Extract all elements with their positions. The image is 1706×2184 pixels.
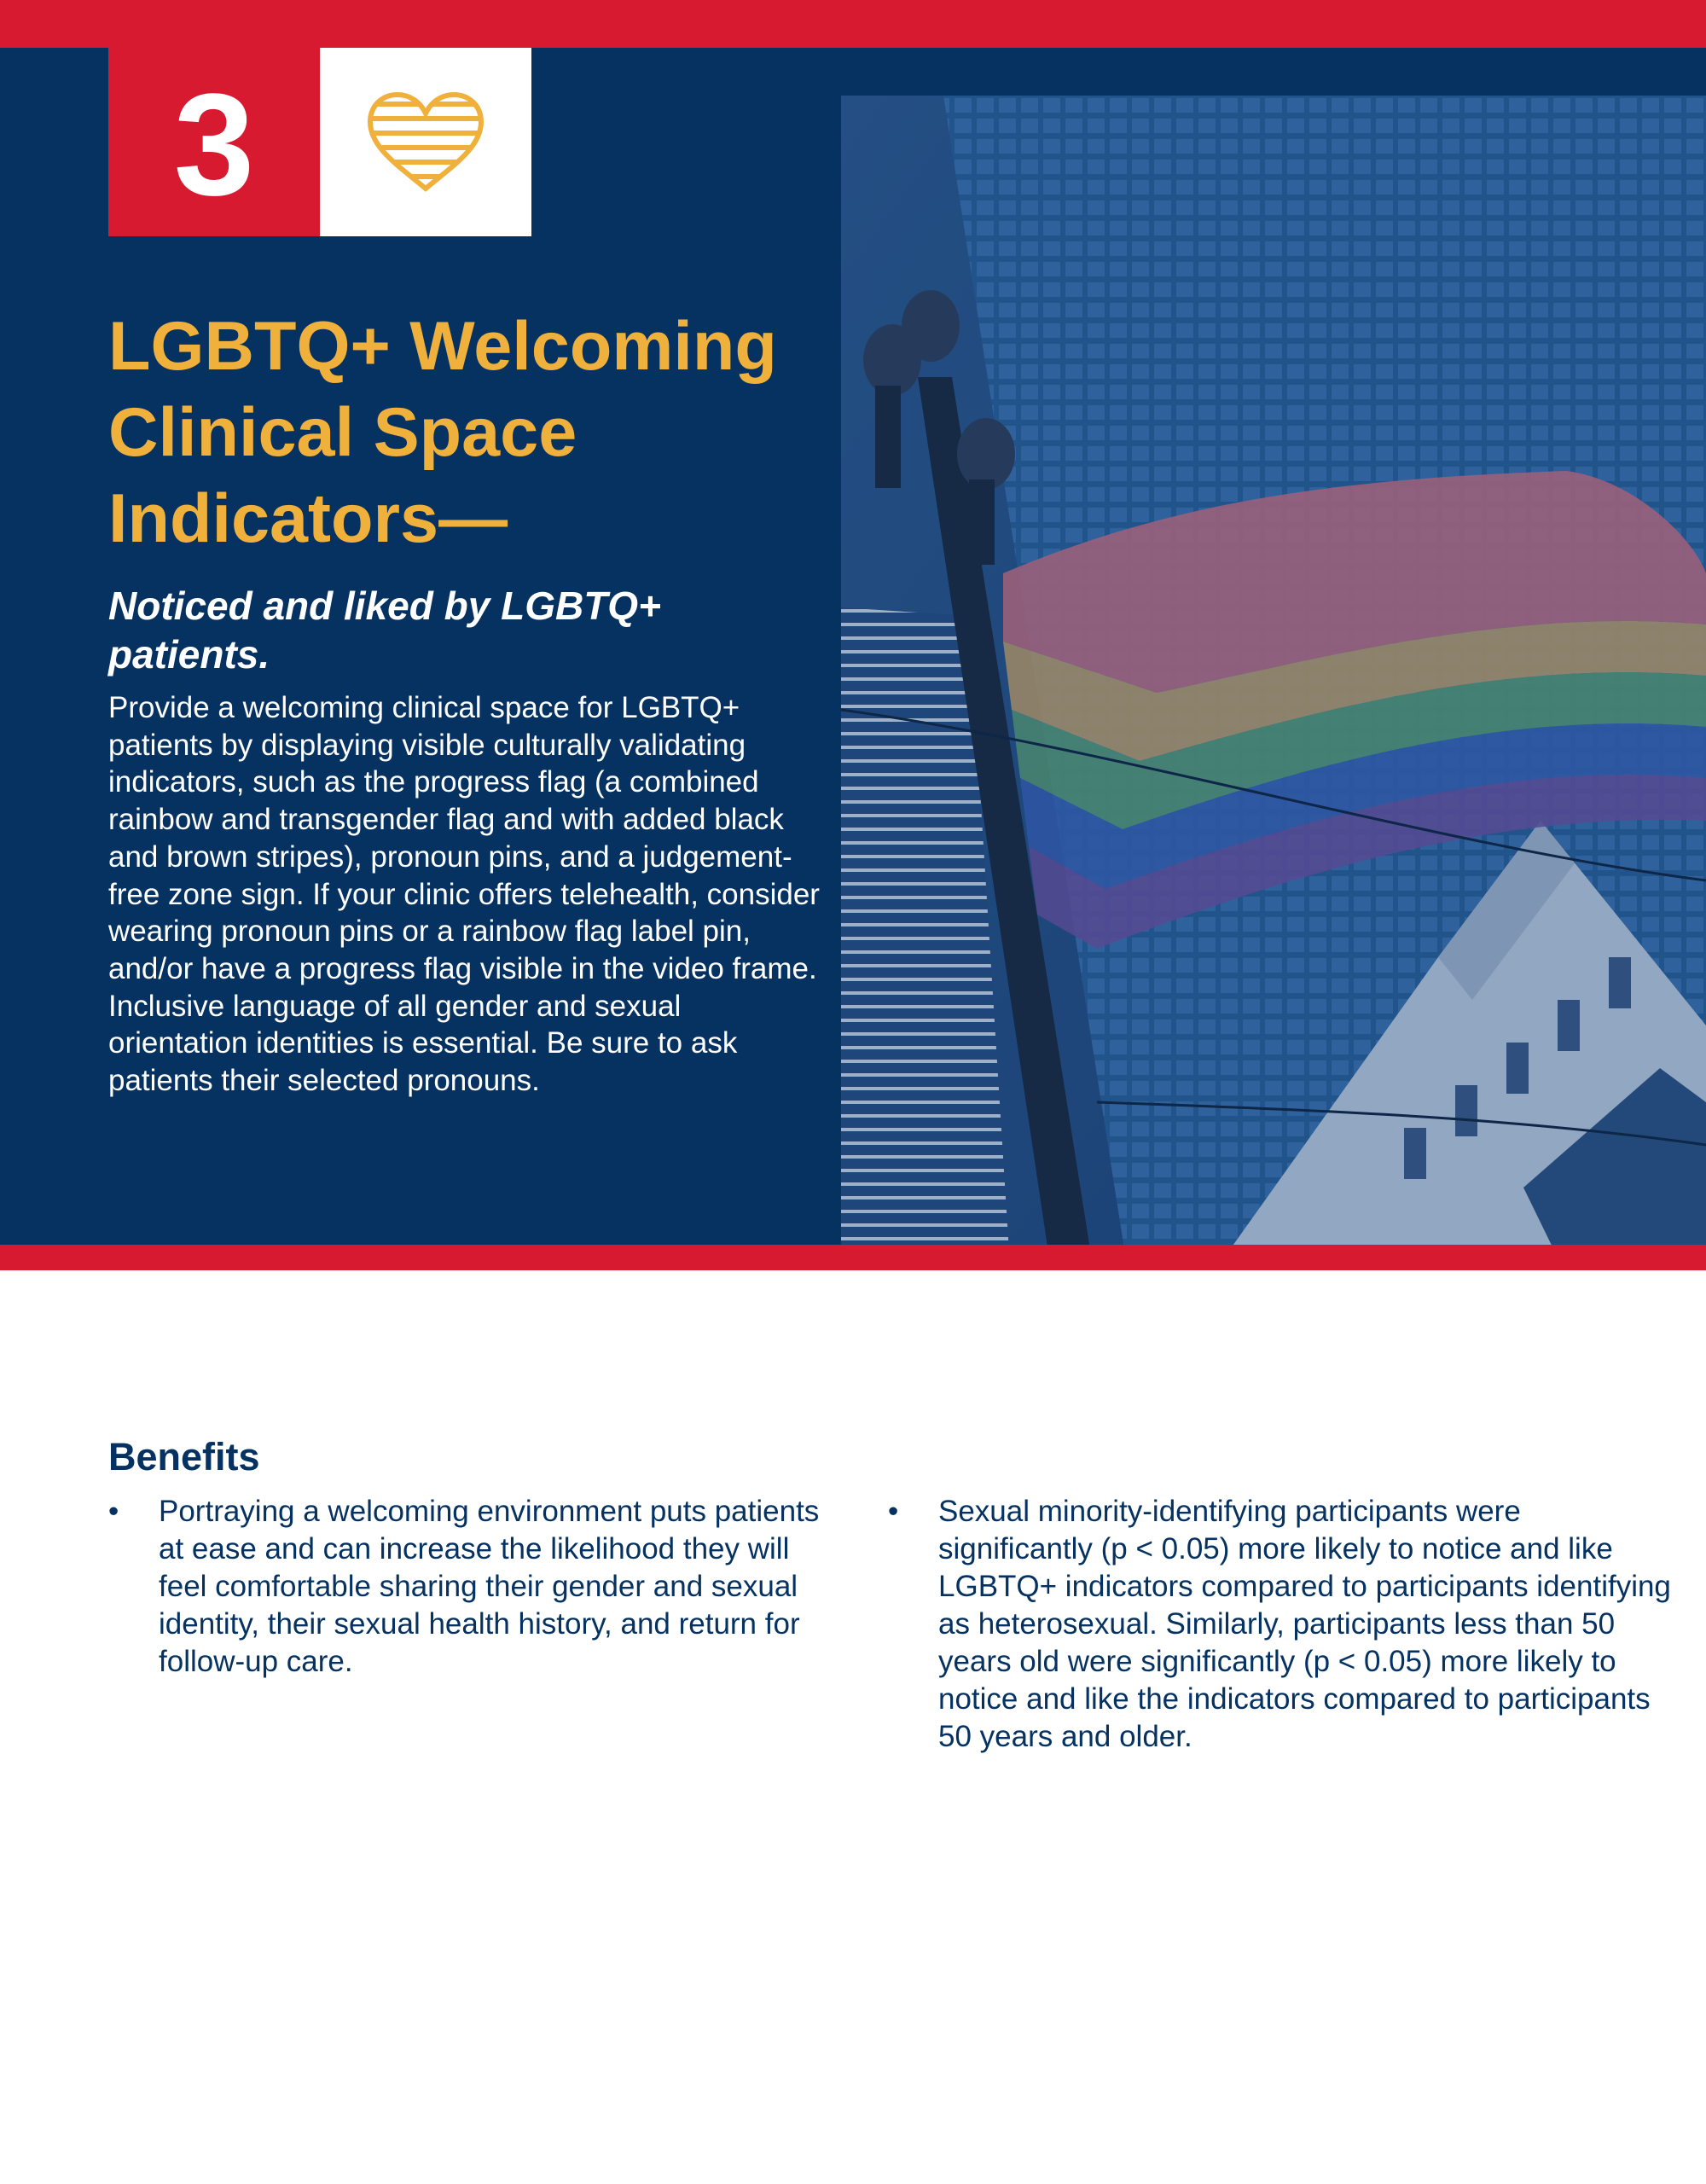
page-title: LGBTQ+ Welcoming Clinical Space Indicators— [108,308,777,557]
page-subtitle: Noticed and liked by LGBTQ+ patients. [108,584,661,677]
bullet-icon: • [108,1495,119,1528]
top-red-strip [0,0,1706,48]
benefit-text: Portraying a welcoming environment puts patients at ease and can increase the likelihood they will feel comfortable sharing their gender and sexual identity, their sexual health history, and return for follow-up care. [159,1495,820,1678]
benefit-item [888,1493,1672,1756]
benefits-heading: Benefits [108,1435,260,1478]
section-number-badge [108,48,320,236]
benefit-text: Sexual minority-identifying participants were significantly (p < 0.05) more likely to notice and like LGBTQ+ indicators compared to participants identifying as heterosexual. Similarly, participants less than 50 years old were significantly (p < 0.05) more likely to notice and like the indicators compared to participants 50 years and older. [938,1495,1671,1753]
pride-flag-photo [841,96,1706,1245]
section-number: 3 [173,63,255,226]
benefit-item [108,1493,833,1681]
bottom-red-strip [0,1245,1706,1270]
heart-badge [320,48,531,236]
bullet-icon: • [888,1495,899,1528]
hero-banner [0,48,1706,1245]
intro-paragraph: Provide a welcoming clinical space for LGBTQ+ patients by displaying visible culturally validating indicators, such as the progress flag (a combined rainbow and transgender flag and with added black and brown stripes), pronoun pins, and a judgement-free zone sign. If your clinic offers telehealth, consider wearing pronoun pins or a rainbow flag label pin, and/or have a progress flag visible in the video frame. Inclusive language of all gender and sexual orientation identities is essential. Be sure to ask patients their selected pronouns. [108,691,820,1098]
striped-heart-icon [365,91,486,194]
